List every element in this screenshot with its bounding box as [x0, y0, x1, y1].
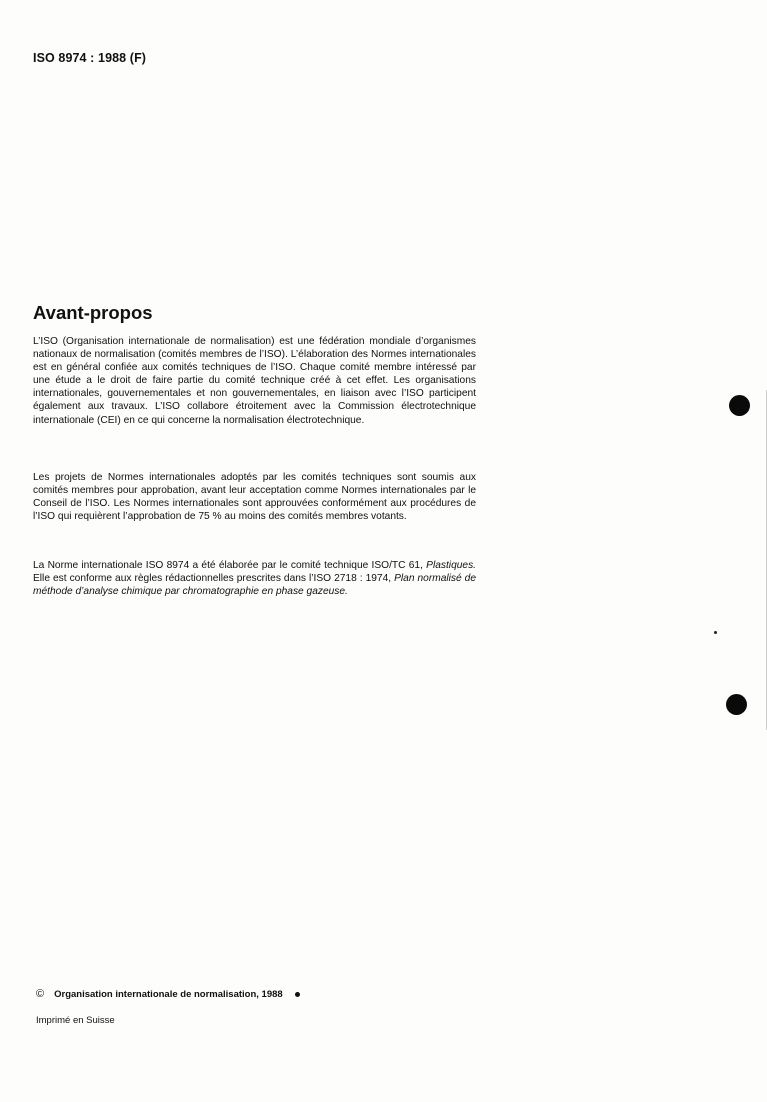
- copyright-organization: Organisation internationale de normalisation, 1988: [54, 988, 283, 1000]
- copyright-line: [36, 988, 300, 1000]
- punch-hole-mark: [729, 395, 750, 416]
- conformance-text: Elle est conforme aux règles rédactionnelles prescrites dans l’ISO 2718 : 1974,: [33, 573, 395, 585]
- paragraph-committee: [33, 559, 476, 598]
- paragraph-approval: Les projets de Normes internationales adoptés par les comités techniques sont soumis aux comités membres pour approbation, avant leur acceptation comme Normes internationales par le Conseil de l’ISO. Les Normes internationales sont approuvées conformément aux procédures de l’ISO qui requièrent l’approbation de 75 % au moins des comités membres votants.: [33, 472, 476, 523]
- committee-text: La Norme internationale ISO 8974 a été élaborée par le comité technique ISO/TC 61,: [33, 560, 427, 571]
- scan-speck: [714, 631, 717, 634]
- document-header: ISO 8974 : 1988 (F): [33, 51, 147, 65]
- bullet-icon: [295, 992, 300, 997]
- printed-in: Imprimé en Suisse: [36, 1015, 115, 1026]
- paragraph-iso-intro: L’ISO (Organisation internationale de normalisation) est une fédération mondiale d’organismes nationaux de normalisation (comités membres de l’ISO). L’élaboration des Normes internationales est en général confiée aux comités techniques de l’ISO. Chaque comité membre intéressé par une étude a le droit de faire partie du comité technique créé à cet effet. Les organisations internationales, gouvernementales et non gouvernementales, en liaison avec l’ISO participent également aux travaux. L’ISO collabore étroitement avec la Commission électrotechnique internationale (CEI) en ce qui concerne la normalisation électrotechnique.: [33, 336, 476, 426]
- section-title: Avant-propos: [33, 302, 153, 323]
- referenced-standard-title: Plan normalisé de méthode d’analyse chimique par chromatographie en phase gazeuse.: [33, 573, 477, 598]
- punch-hole-mark: [726, 694, 747, 715]
- committee-name: Plastiques.: [426, 560, 476, 571]
- copyright-icon: ©: [36, 988, 45, 1000]
